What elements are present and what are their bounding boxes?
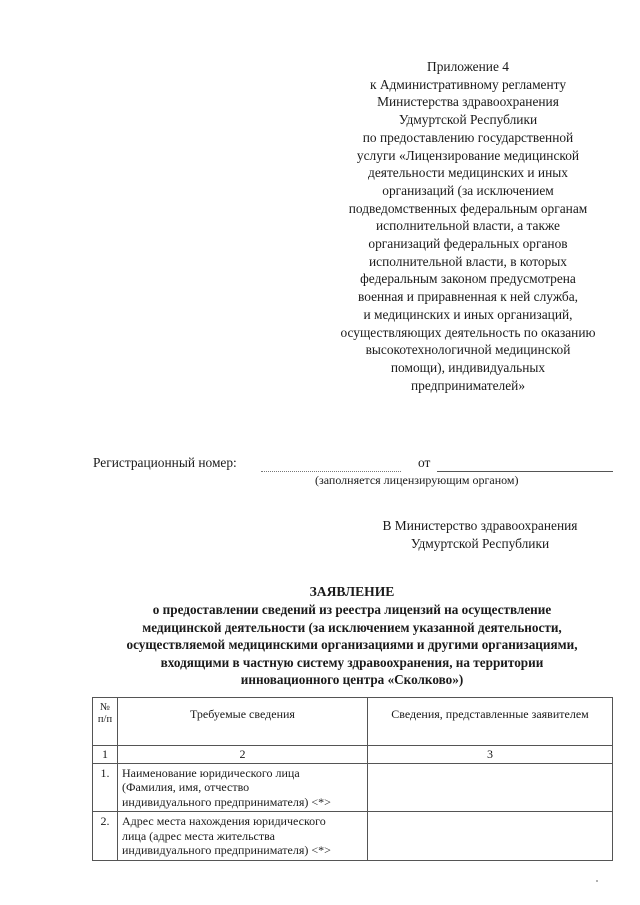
registration-number-field[interactable] (261, 471, 401, 472)
row-num: 2. (93, 812, 118, 861)
registration-note: (заполняется лицензирующим органом) (315, 473, 519, 487)
index-cell: 1 (93, 746, 118, 764)
row-line: Наименование юридического лица (122, 765, 300, 780)
index-cell: 2 (118, 746, 368, 764)
table-row (93, 812, 613, 861)
appendix-header (318, 58, 618, 394)
appendix-line: предпринимателей» (410, 377, 526, 393)
header-num-line: п/п (97, 714, 113, 725)
appendix-line: высокотехнологичной медицинской (365, 342, 571, 358)
addressee-line: Удмуртской Республики (410, 536, 550, 551)
table-index-row (93, 746, 613, 764)
header-num (93, 698, 118, 746)
header-provided: Сведения, представленные заявителем (368, 698, 613, 746)
appendix-line: услуги «Лицензирование медицинской (356, 147, 580, 163)
addressee-block (330, 517, 630, 553)
registration-date-field[interactable] (437, 471, 613, 472)
row-line: (Фамилия, имя, отчество (122, 780, 250, 794)
appendix-line: организаций (за исключением (382, 182, 554, 198)
appendix-line: деятельности медицинских и иных (368, 165, 568, 181)
appendix-line: военная и приравненная к ней служба, (357, 289, 578, 305)
appendix-line: по предоставлению государственной (362, 129, 574, 145)
appendix-line: осуществляющих деятельность по оказанию (340, 324, 596, 340)
appendix-line: организаций федеральных органов (368, 236, 568, 252)
row-required (118, 763, 368, 812)
table-header-row (93, 698, 613, 746)
registration-label: Регистрационный номер: (93, 455, 237, 470)
header-required: Требуемые сведения (118, 698, 368, 746)
appendix-line: исполнительной власти, а также (376, 218, 560, 234)
statement-title: ЗАЯВЛЕНИЕ (309, 584, 395, 599)
appendix-line: Удмуртской Республики (398, 112, 538, 128)
row-num: 1. (93, 763, 118, 812)
appendix-line: Министерства здравоохранения (377, 94, 559, 110)
header-num-line: № (99, 702, 111, 713)
subtitle-line: о предоставлении сведений из реестра лицензий на осуществление (152, 602, 552, 617)
scan-speck (596, 880, 598, 882)
info-table (92, 697, 613, 861)
registration-block (93, 455, 613, 495)
addressee-line: В Министерство здравоохранения (382, 518, 578, 533)
table-row (93, 763, 613, 812)
appendix-line: и медицинских и иных организаций, (363, 306, 573, 322)
registration-from-label: от (418, 455, 431, 470)
index-cell: 3 (368, 746, 613, 764)
appendix-line: подведомственных федеральным органам (348, 200, 588, 216)
statement-subtitle (92, 601, 612, 689)
appendix-line: Приложение 4 (427, 59, 509, 74)
subtitle-line: инновационного центра «Сколково») (240, 672, 464, 687)
appendix-line: помощи), индивидуальных (390, 359, 546, 375)
row-required (118, 812, 368, 861)
appendix-line: исполнительной власти, в которых (369, 253, 567, 269)
subtitle-line: входящими в частную систему здравоохранения, на территории (160, 654, 544, 670)
row-line: индивидуального предпринимателя) <*> (122, 794, 331, 809)
row-line: Адрес места нахождения юридического (122, 814, 326, 828)
appendix-line: федеральным законом предусмотрена (360, 271, 576, 287)
row-value-field[interactable] (368, 812, 613, 861)
row-line: индивидуального предпринимателя) <*> (122, 843, 331, 857)
subtitle-line: медицинской деятельности (за исключением указанной деятельности, (142, 619, 562, 635)
subtitle-line: осуществляемой медицинскими организациями и другими организациями, (126, 637, 578, 652)
row-line: лица (адрес места жительства (122, 828, 275, 843)
appendix-line: к Административному регламенту (369, 76, 567, 92)
row-value-field[interactable] (368, 763, 613, 812)
